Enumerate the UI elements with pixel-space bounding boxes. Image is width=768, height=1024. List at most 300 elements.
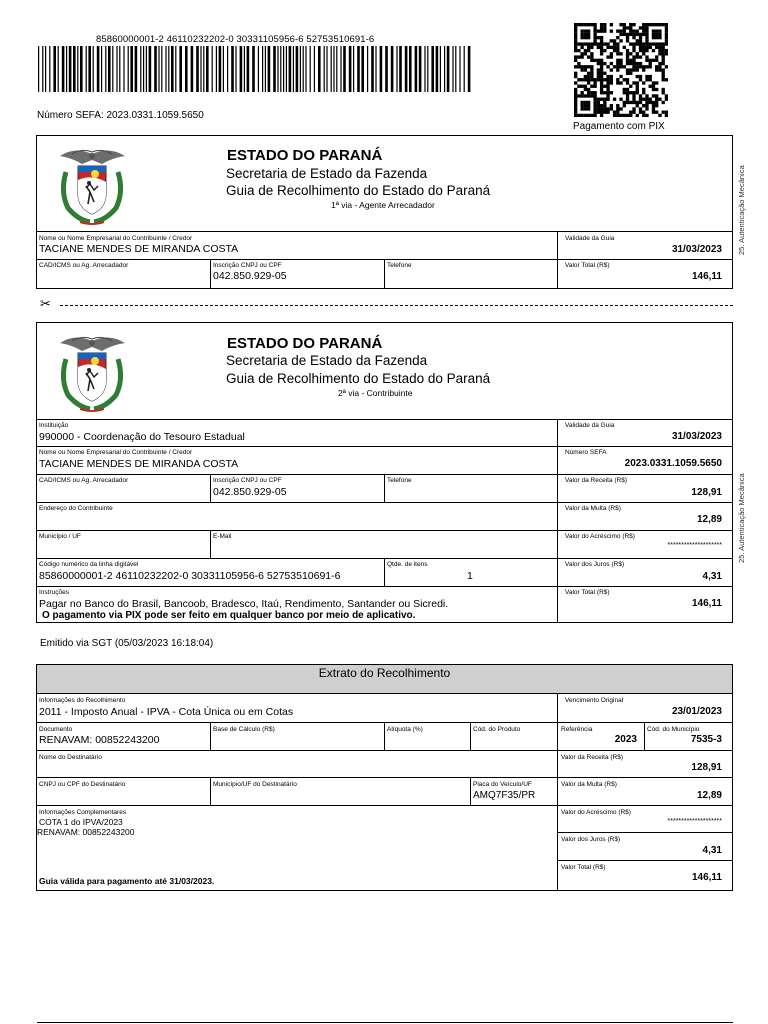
qr-module [590, 85, 593, 88]
qr-module [629, 114, 632, 117]
via1-cad-label: CAD/ICMS ou Ag. Arrecadador [39, 262, 129, 269]
barcode-bar [289, 46, 292, 92]
barcode-bar [310, 46, 311, 92]
qr-module [629, 62, 632, 65]
qr-module [613, 49, 616, 52]
qr-module [636, 33, 639, 36]
qr-module [626, 59, 629, 62]
barcode-bar [146, 46, 147, 92]
qr-module [603, 78, 606, 81]
qr-module [652, 111, 655, 114]
qr-module [577, 65, 580, 68]
qr-module [610, 75, 613, 78]
qr-module [636, 101, 639, 104]
barcode-bar [66, 46, 67, 92]
qr-module [665, 26, 668, 29]
barcode-bar [296, 46, 299, 92]
barcode-bar [273, 46, 276, 92]
qr-module [626, 94, 629, 97]
via1-nome-label: Nome ou Nome Empresarial do Contribuinte / Credor [39, 235, 193, 242]
qr-module [623, 91, 626, 94]
qr-module [597, 42, 600, 45]
qr-module [597, 72, 600, 75]
qr-module [639, 101, 642, 104]
qr-module [658, 36, 661, 39]
qr-module [597, 59, 600, 62]
qr-module [584, 36, 587, 39]
via2-juros-label: Valor dos Juros (R$) [565, 561, 625, 568]
qr-module [577, 55, 580, 58]
qr-module [600, 36, 603, 39]
via1-valor-total: 146,11 [691, 271, 722, 282]
qr-module [645, 65, 648, 68]
barcode-bar [343, 46, 346, 92]
via2-codigo-label: Código numérico da linha digitável [39, 561, 139, 568]
qr-module [658, 42, 661, 45]
via1-telefone-label: Telefone [387, 262, 412, 269]
qr-module [645, 55, 648, 58]
barcode-bar [436, 46, 439, 92]
extrato-comp2: RENAVAM: 00852243200 [37, 827, 135, 837]
qr-module [577, 114, 580, 117]
qr-module [655, 46, 658, 49]
via1-validade: 31/03/2023 [671, 244, 722, 255]
sefa-number: Número SEFA: 2023.0331.1059.5650 [37, 110, 204, 121]
qr-module [629, 72, 632, 75]
pix-qr-code [574, 23, 668, 117]
qr-module [580, 55, 583, 58]
qr-module [574, 36, 577, 39]
qr-module [632, 101, 635, 104]
qr-module [590, 75, 593, 78]
qr-module [590, 59, 593, 62]
barcode-bar [244, 46, 245, 92]
qr-module [629, 42, 632, 45]
extrato-cod-municipio: 7535-3 [690, 734, 722, 745]
barcode-bar [283, 46, 284, 92]
qr-module [574, 101, 577, 104]
qr-module [639, 55, 642, 58]
via2-label: 2ª via - Contribuinte [338, 388, 413, 398]
qr-module [597, 75, 600, 78]
via2-qtde: 1 [467, 570, 473, 582]
qr-module [636, 55, 639, 58]
qr-module [610, 23, 613, 26]
qr-module [639, 26, 642, 29]
qr-module [600, 111, 603, 114]
qr-module [629, 26, 632, 29]
barcode-bar [143, 46, 144, 92]
qr-module [626, 26, 629, 29]
qr-module [593, 104, 596, 107]
qr-module [662, 23, 665, 26]
qr-module [600, 81, 603, 84]
qr-module [593, 29, 596, 32]
qr-module [574, 42, 577, 45]
qr-module [649, 101, 652, 104]
qr-module [636, 42, 639, 45]
barcode-bar [280, 46, 281, 92]
qr-module [600, 46, 603, 49]
extrato-documento: RENAVAM: 00852243200 [39, 734, 160, 746]
qr-module [613, 114, 616, 117]
qr-module [639, 39, 642, 42]
qr-module [616, 114, 619, 117]
qr-module [639, 49, 642, 52]
qr-module [645, 78, 648, 81]
qr-module [584, 42, 587, 45]
qr-module [574, 55, 577, 58]
qr-module [658, 68, 661, 71]
qr-module [574, 107, 577, 110]
via2-total-label: Valor Total (R$) [565, 589, 610, 596]
qr-module [584, 23, 587, 26]
extrato-multa-label: Valor da Multa (R$) [561, 781, 617, 788]
barcode-bar [112, 46, 113, 92]
via1-nome: TACIANE MENDES DE MIRANDA COSTA [39, 243, 239, 255]
qr-module [645, 39, 648, 42]
qr-module [655, 81, 658, 84]
qr-module [587, 65, 590, 68]
qr-module [626, 55, 629, 58]
qr-module [606, 94, 609, 97]
extrato-aliquota-label: Alíquota (%) [387, 726, 423, 733]
via2-municipio-label: Município / UF [39, 533, 81, 540]
via2-instrucoes2: O pagamento via PIX pode ser feito em qualquer banco por meio de aplicativo. [42, 610, 416, 621]
qr-module [580, 46, 583, 49]
via2-instrucoes1: Pagar no Banco do Brasil, Bancoob, Bradesco, Itaú, Rendimento, Santander ou Sicredi. [39, 598, 449, 610]
extrato-receita-label: Valor da Receita (R$) [561, 754, 624, 761]
barcode-bar [108, 46, 111, 92]
qr-module [645, 98, 648, 101]
qr-module [623, 26, 626, 29]
qr-module [584, 85, 587, 88]
qr-module [610, 107, 613, 110]
qr-module [616, 68, 619, 71]
parana-coat-of-arms-icon [50, 142, 135, 227]
qr-module [662, 49, 665, 52]
barcode-bar [200, 46, 201, 92]
qr-module [652, 49, 655, 52]
qr-module [616, 49, 619, 52]
qr-module [606, 107, 609, 110]
qr-module [600, 49, 603, 52]
qr-module [593, 91, 596, 94]
qr-module [574, 59, 577, 62]
qr-module [600, 85, 603, 88]
qr-module [610, 104, 613, 107]
via2-juros: 4,31 [702, 571, 722, 582]
barcode-bar [88, 46, 91, 92]
qr-module [580, 94, 583, 97]
barcode-bar [303, 46, 304, 92]
barcode-bar [371, 46, 374, 92]
qr-module [645, 33, 648, 36]
barcode-bar [231, 46, 234, 92]
qr-module [658, 33, 661, 36]
qr-module [574, 33, 577, 36]
qr-module [587, 101, 590, 104]
qr-module [610, 55, 613, 58]
qr-module [655, 33, 658, 36]
via1-subtitle: Secretaria de Estado da Fazenda [226, 166, 428, 181]
barcode-bar [314, 46, 315, 92]
qr-module [603, 29, 606, 32]
qr-module [600, 114, 603, 117]
qr-module [574, 75, 577, 78]
barcode-bar [286, 46, 287, 92]
barcode-bar [405, 46, 408, 92]
barcode-bar [235, 46, 236, 92]
qr-module [626, 36, 629, 39]
qr-module [590, 114, 593, 117]
qr-module [603, 85, 606, 88]
barcode-bar [203, 46, 204, 92]
barcode-bar [331, 46, 332, 92]
qr-module [645, 75, 648, 78]
via2-acrescimo: ******************** [667, 542, 722, 549]
barcode-bar [419, 46, 422, 92]
qr-module [580, 114, 583, 117]
qr-module [632, 111, 635, 114]
barcode-bar [268, 46, 271, 92]
qr-module [662, 62, 665, 65]
qr-module [649, 65, 652, 68]
qr-module [629, 68, 632, 71]
barcode-bar [73, 46, 76, 92]
barcode-bar [340, 46, 341, 92]
barcode-bar [80, 46, 83, 92]
qr-module [665, 98, 668, 101]
qr-module [593, 94, 596, 97]
qr-module [584, 65, 587, 68]
qr-module [665, 52, 668, 55]
qr-module [593, 107, 596, 110]
qr-module [597, 62, 600, 65]
barcode-bar [223, 46, 224, 92]
qr-module [645, 104, 648, 107]
qr-module [642, 111, 645, 114]
extrato-juros: 4,31 [702, 845, 722, 856]
qr-module [652, 88, 655, 91]
via2-instituicao-label: Instituição [39, 422, 69, 429]
qr-module [584, 52, 587, 55]
barcode-bar [293, 46, 294, 92]
qr-module [619, 52, 622, 55]
qr-module [597, 104, 600, 107]
extrato-receita: 128,91 [691, 762, 722, 773]
via2-acrescimo-label: Valor do Acréscimo (R$) [565, 533, 635, 540]
qr-module [662, 88, 665, 91]
qr-module [652, 94, 655, 97]
qr-module [600, 59, 603, 62]
barcode-bar [349, 46, 352, 92]
qr-module [639, 107, 642, 110]
qr-module [587, 36, 590, 39]
qr-module [626, 91, 629, 94]
qr-module [655, 94, 658, 97]
qr-module [584, 68, 587, 71]
barcode-bar [409, 46, 412, 92]
qr-module [636, 52, 639, 55]
qr-module [600, 65, 603, 68]
barcode-bar [452, 46, 453, 92]
qr-module [587, 49, 590, 52]
qr-module [645, 49, 648, 52]
barcode-bar [38, 46, 39, 92]
barcode-bar [424, 46, 425, 92]
qr-module [593, 98, 596, 101]
extrato-cod-municipio-label: Cód. do Município [647, 726, 700, 733]
qr-module [642, 65, 645, 68]
qr-module [658, 49, 661, 52]
via2-subtitle2: Guia de Recolhimento do Estado do Paraná [226, 371, 491, 386]
qr-module [645, 26, 648, 29]
qr-module [632, 42, 635, 45]
qr-module [652, 107, 655, 110]
qr-module [662, 52, 665, 55]
qr-module [632, 98, 635, 101]
qr-module [600, 39, 603, 42]
qr-module [587, 107, 590, 110]
qr-module [616, 52, 619, 55]
qr-module [593, 111, 596, 114]
qr-module [619, 33, 622, 36]
qr-module [584, 29, 587, 32]
barcode-bar [168, 46, 169, 92]
qr-module [652, 33, 655, 36]
qr-module [574, 72, 577, 75]
via2-total: 146,11 [691, 598, 722, 609]
qr-module [580, 52, 583, 55]
qr-module [613, 46, 616, 49]
via2-receita: 128,91 [691, 487, 722, 498]
barcode-bar [396, 46, 397, 92]
qr-module [636, 81, 639, 84]
qr-module [600, 62, 603, 65]
qr-module [584, 88, 587, 91]
qr-module [584, 78, 587, 81]
qr-module [632, 29, 635, 32]
qr-module [584, 114, 587, 117]
qr-module [665, 49, 668, 52]
barcode-bar [468, 46, 471, 92]
qr-module [606, 111, 609, 114]
qr-module [580, 78, 583, 81]
qr-module [658, 62, 661, 65]
qr-module [590, 46, 593, 49]
barcode-bar [357, 46, 360, 92]
qr-module [655, 88, 658, 91]
qr-module [636, 85, 639, 88]
via2-nome-label: Nome ou Nome Empresarial do Contribuinte / Credor [39, 449, 193, 456]
barcode-bar [444, 46, 445, 92]
via2-inscricao-label: Inscrição CNPJ ou CPF [213, 477, 282, 484]
qr-module [616, 78, 619, 81]
qr-module [587, 114, 590, 117]
qr-module [645, 36, 648, 39]
barcode-bar [58, 46, 59, 92]
extrato-multa: 12,89 [696, 790, 722, 801]
qr-module [655, 101, 658, 104]
qr-module [603, 42, 606, 45]
extrato-total-label: Valor Total (R$) [561, 864, 606, 871]
cut-line [60, 305, 733, 306]
qr-module [655, 104, 658, 107]
qr-module [593, 23, 596, 26]
qr-module [603, 91, 606, 94]
qr-module [658, 65, 661, 68]
qr-module [639, 94, 642, 97]
qr-module [655, 65, 658, 68]
qr-module [649, 78, 652, 81]
barcode-bar [101, 46, 102, 92]
barcode-bar [262, 46, 263, 92]
qr-module [658, 114, 661, 117]
qr-module [649, 75, 652, 78]
qr-module [645, 29, 648, 32]
qr-module [662, 55, 665, 58]
barcode-bar [165, 46, 166, 92]
qr-module [590, 55, 593, 58]
via2-title: ESTADO DO PARANÁ [227, 335, 383, 352]
barcode-bar [240, 46, 243, 92]
qr-module [652, 42, 655, 45]
qr-module [587, 88, 590, 91]
qr-module [603, 62, 606, 65]
qr-module [584, 107, 587, 110]
qr-module [619, 29, 622, 32]
barcode-bar [161, 46, 162, 92]
barcode-bar [361, 46, 364, 92]
qr-module [580, 36, 583, 39]
extrato-referencia: 2023 [614, 734, 637, 745]
barcode-bar [69, 46, 72, 92]
qr-module [629, 85, 632, 88]
qr-module [636, 114, 639, 117]
qr-module [623, 46, 626, 49]
qr-module [623, 65, 626, 68]
barcode-bar [212, 46, 213, 92]
qr-module [587, 55, 590, 58]
qr-module [626, 81, 629, 84]
barcode-bar [385, 46, 388, 92]
qr-module [587, 91, 590, 94]
qr-module [636, 88, 639, 91]
qr-module [629, 91, 632, 94]
qr-module [649, 98, 652, 101]
qr-module [636, 91, 639, 94]
scissors-icon: ✂ [40, 296, 51, 311]
qr-module [642, 52, 645, 55]
qr-module [626, 68, 629, 71]
qr-module [580, 65, 583, 68]
qr-module [597, 46, 600, 49]
qr-module [574, 98, 577, 101]
qr-module [593, 33, 596, 36]
qr-module [574, 81, 577, 84]
extrato-destinatario-label: Nome do Destinatário [39, 754, 102, 761]
qr-module [632, 59, 635, 62]
qr-module [590, 91, 593, 94]
qr-module [636, 104, 639, 107]
qr-module [636, 65, 639, 68]
qr-module [655, 29, 658, 32]
extrato-cnpj-label: CNPJ ou CPF do Destinatário [39, 781, 126, 788]
qr-module [639, 65, 642, 68]
qr-module [574, 114, 577, 117]
qr-module [600, 68, 603, 71]
